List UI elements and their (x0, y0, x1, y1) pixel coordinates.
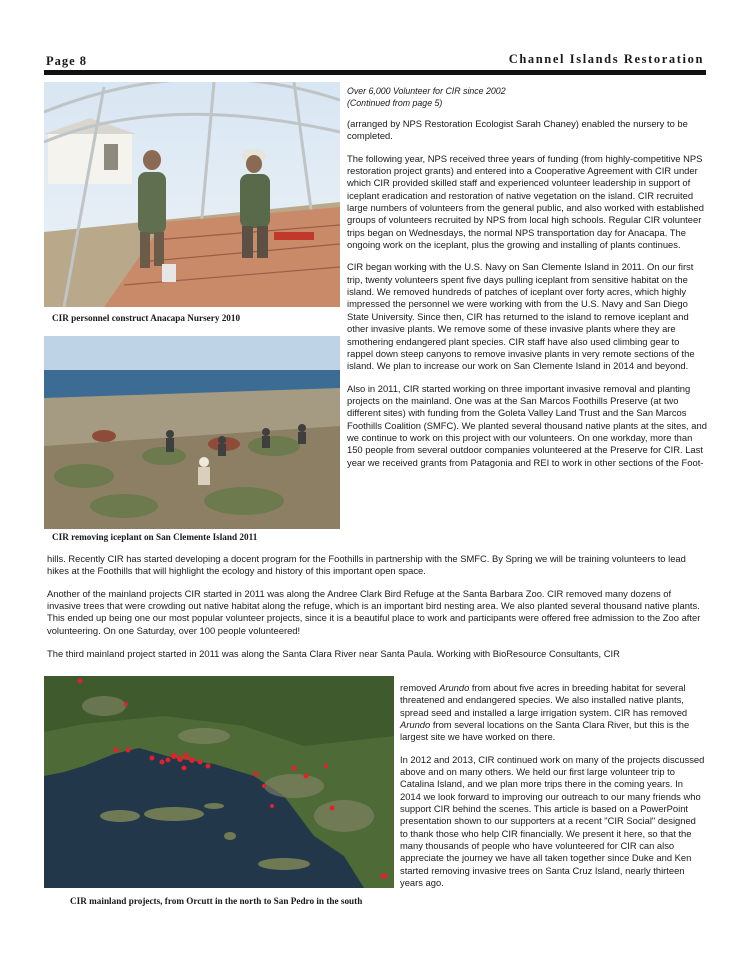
arundo-species-1: Arundo (439, 682, 470, 693)
continued-note: (Continued from page 5) (347, 97, 443, 108)
paragraph-san-clemente: CIR began working with the U.S. Navy on San Clemente Island in 2011. On our first trip, twenty volunteers spent five days pulling iceplant from sensitive habitat on the island. We removed hundreds of patches of iceplant over forty acres, which highly impressed the personnel we were working with from the U.S. Navy and San Diego State University. Since then, CIR has returned to the island to remove iceplant and other invasive plants. We remove some of these invasive plants where they are smothering endangered plant species. CIR staff have also used climbing gear to rappel down steep canyons to remove invasive plants in very remote sections of the island. We plan to increase our work on San Clemente Island in 2014 and beyond. (347, 261, 695, 372)
paragraph-nursery: (arranged by NPS Restoration Ecologist Sarah Chaney) enabled the nursery to be completed. (347, 118, 688, 142)
newsletter-title: Channel Islands Restoration (508, 52, 704, 66)
iceplant-photo (44, 336, 340, 529)
article-column-lower-right (400, 682, 706, 890)
paragraph-santa-clara: The third mainland project started in 2011 was along the Santa Clara River near Santa Paula. Working with BioResource Consultants, CIR (47, 648, 620, 660)
header-rule (44, 70, 706, 75)
article-full-width (47, 553, 707, 660)
paragraph-outlook: In 2012 and 2013, CIR continued work on many of the projects discussed above and on many others. We held our first large volunteer trip to Catalina Island, and we plan more trips there in the coming years. In 2014 we look forward to improving our outreach to our many friends who support CIR behind the scenes. This article is based on a PowerPoint presentation shown to our supporters at a recent "CIR Social" designed to thank those who help CIR financially. We present it here, so that the many thousands of people who have volunteered for CIR can also appreciate the journey we have all taken together since Duke and Ken started removing invasive trees on Santa Cruz Island, nearly thirteen years ago. (400, 753, 705, 889)
arundo-species-2: Arundo (400, 719, 431, 731)
article-column-right (347, 86, 707, 479)
arundo-text-2: from about five acres in breeding habitat for several threatened and endangered species. We also installed native plants, spread seed and installed a large irrigation system. CIR has removed (400, 682, 688, 718)
arundo-text-1: removed (400, 682, 440, 693)
paragraph-foothills: hills. Recently CIR has started developing a docent program for the Foothills in partnership with the SMFC. By Spring we will be training volunteers to lead hikes at the Foothills that will highlight the ecology and history of this important open space. (47, 553, 686, 577)
article-kicker: Over 6,000 Volunteer for CIR since 2002 (347, 86, 506, 96)
map-caption: CIR mainland projects, from Orcutt in the north to San Pedro in the south (70, 896, 363, 906)
iceplant-caption: CIR removing iceplant on San Clemente Island 2011 (52, 532, 258, 542)
mainland-map (44, 676, 394, 888)
paragraph-bird-refuge: Another of the mainland projects CIR started in 2011 was along the Andree Clark Bird Refuge at the Santa Barbara Zoo. CIR removed many dozens of invasive trees that were crowding out native habitat along the refuge, which is an important bird nesting area. We also planted several thousand native plants. This ended up being one our most popular volunteer projects, since it is a beautiful place to work and participants were offered free admission to the Zoo after volunteering. On one Saturday, over 100 people volunteered! (47, 587, 701, 636)
paragraph-mainland: Also in 2011, CIR started working on three important invasive removal and planting projects on the mainland. One was at the San Marcos Foothills Preserve (at two different sites) with funding from the Goleta Valley Land Trust and the San Marcos Foothills Coalition (SMFC). We planted several thousand native plants at the sites, and we continue to work on this project with our volunteers. On one workday, more than 150 people from several outdoor companies volunteered at the Preserve for CIR. Last year we received grants from Patagonia and REI to work in other sections of the Foot- (347, 382, 707, 468)
nursery-photo (44, 82, 340, 307)
paragraph-arundo (400, 682, 706, 744)
arundo-text-3: from several locations on the Santa Clara River, but this is the largest site we have worked on there. (400, 719, 690, 743)
nursery-caption: CIR personnel construct Anacapa Nursery 2010 (52, 313, 241, 323)
page-number: Page 8 (46, 54, 88, 68)
paragraph-nps-funding: The following year, NPS received three years of funding (from highly-competitive NPS restoration project grants) and entered into a Cooperative Agreement with CIR under which CIR provided skilled staff and experienced volunteer leadership in support of iceplant eradication and restoration of native vegetation on the island. CIR recruited large numbers of volunteers from the general public, and also worked with established groups of volunteers recruited by NPS from local high schools. Regular CIR volunteer trips began on Wednesdays, the normal NPS transportation day for Anacapa. The ongoing work on the iceplant, plus the growing and installing of plants continues. (347, 152, 704, 251)
